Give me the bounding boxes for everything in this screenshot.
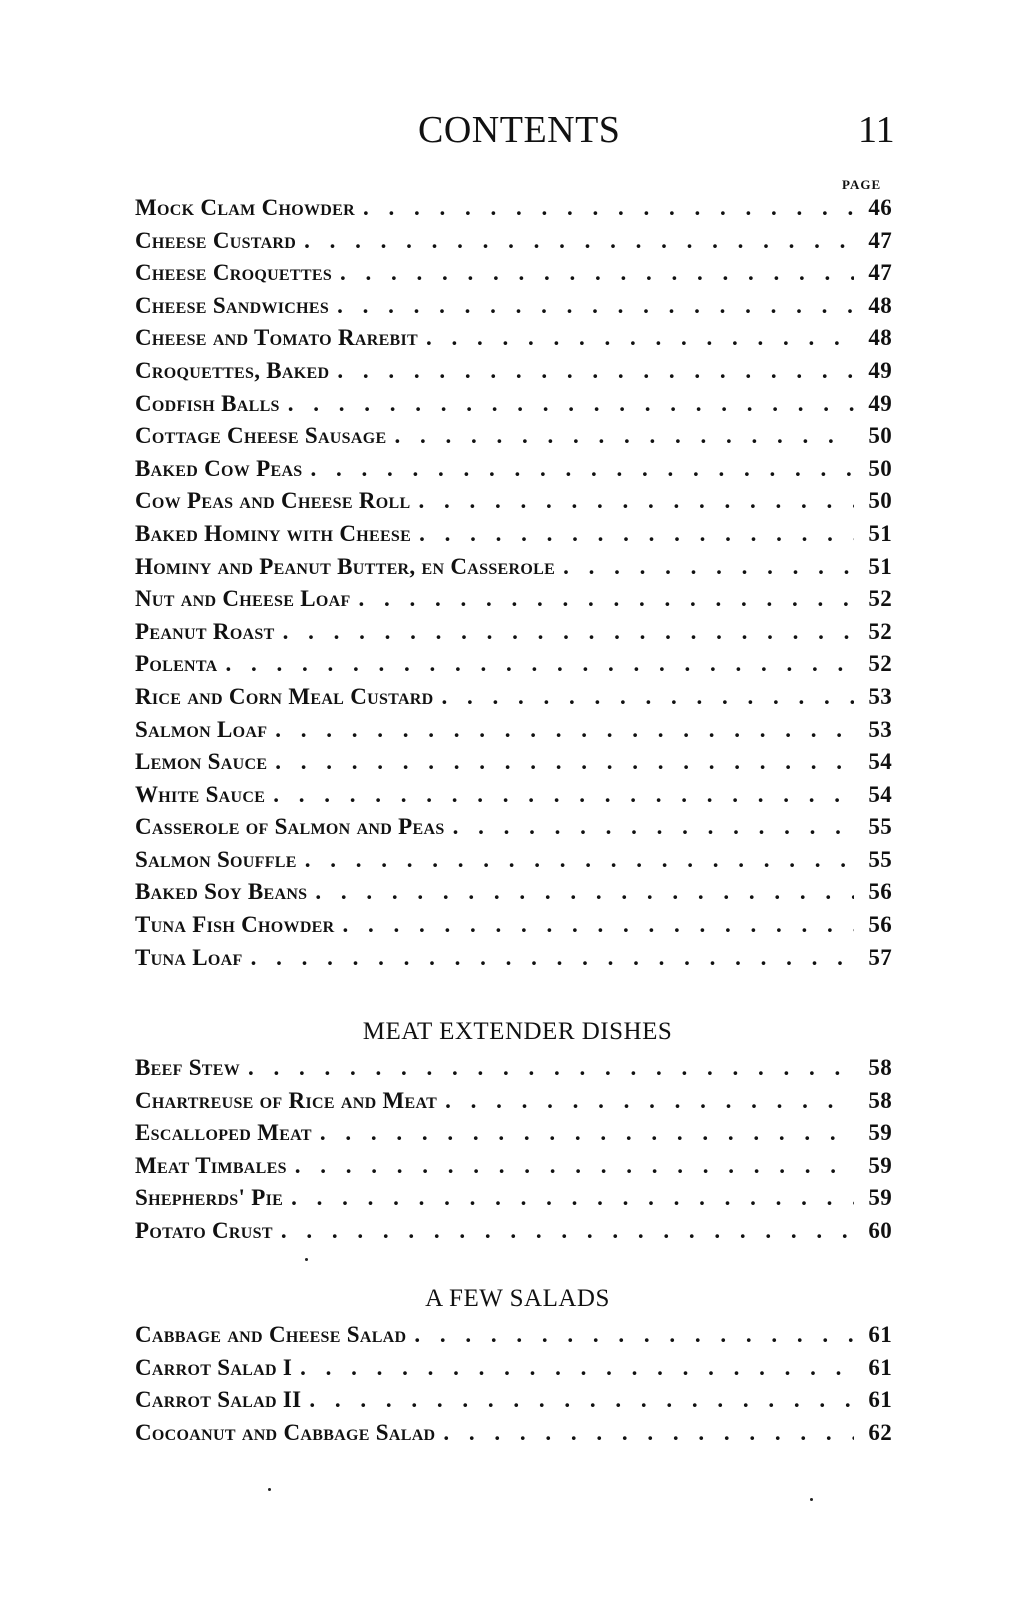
toc-entry	[135, 1218, 892, 1251]
toc-entry-page: 59	[868, 1152, 892, 1178]
toc-entry	[135, 1355, 892, 1388]
toc-entry-title: Polenta	[135, 651, 218, 677]
dot-leader	[291, 1185, 854, 1211]
page-title: CONTENTS	[418, 109, 621, 151]
toc-entry	[135, 814, 892, 847]
toc-entry-title: Nut and Cheese Loaf	[135, 586, 351, 612]
toc-entry-title: Croquettes, Baked	[135, 357, 330, 383]
toc-entry	[135, 945, 892, 978]
section-heading-meat-extender: MEAT EXTENDER DISHES	[362, 1018, 673, 1045]
dot-leader	[363, 195, 854, 221]
toc-entry	[135, 1120, 892, 1153]
toc-entry-page: 61	[868, 1354, 892, 1380]
toc-entry-page: 58	[868, 1087, 892, 1113]
toc-entry-title: Meat Timbales	[135, 1152, 287, 1178]
toc-entry-page: 61	[868, 1387, 892, 1413]
toc-entry	[135, 717, 892, 750]
toc-entry-title: Baked Cow Peas	[135, 455, 303, 481]
dot-leader	[394, 423, 854, 449]
dot-leader	[419, 521, 854, 547]
toc-entry-title: Salmon Souffle	[135, 846, 297, 872]
toc-entry	[135, 912, 892, 945]
toc-entry-page: 51	[868, 520, 892, 546]
toc-entry-title: Mock Clam Chowder	[135, 195, 355, 220]
dot-leader	[304, 228, 854, 254]
toc-entry	[135, 260, 892, 293]
toc-entry-title: Carrot Salad I	[135, 1354, 293, 1380]
page-number: 11	[858, 109, 895, 151]
toc-entry-page: 62	[868, 1419, 892, 1445]
dot-leader	[305, 847, 854, 873]
toc-entry-page: 52	[868, 618, 892, 644]
dot-leader	[281, 1218, 854, 1244]
toc-entry-title: Hominy and Peanut Butter, en Casserole	[135, 553, 556, 579]
toc-entry-title: Escalloped Meat	[135, 1120, 312, 1146]
dot-leader	[300, 1355, 854, 1381]
toc-entry	[135, 195, 892, 228]
dot-leader	[340, 260, 854, 286]
toc-entry-title: Cheese and Tomato Rarebit	[135, 325, 419, 351]
toc-entry-title: Cheese Sandwiches	[135, 292, 330, 318]
toc-list-salads	[135, 1322, 892, 1452]
toc-entry	[135, 228, 892, 261]
toc-list-main	[135, 195, 892, 977]
toc-entry-title: Lemon Sauce	[135, 749, 268, 775]
toc-entry-title: Baked Soy Beans	[135, 879, 308, 905]
toc-entry-title: Cheese Croquettes	[135, 260, 333, 286]
paper-speck	[305, 1258, 308, 1261]
toc-entry-page: 54	[868, 749, 892, 775]
dot-leader	[320, 1120, 854, 1146]
dot-leader	[248, 1055, 854, 1081]
toc-entry	[135, 749, 892, 782]
toc-entry-title: Cow Peas and Cheese Roll	[135, 488, 411, 514]
toc-entry-page: 55	[868, 814, 892, 840]
toc-entry-page: 56	[868, 912, 892, 938]
toc-entry-page: 47	[868, 227, 892, 253]
dot-leader	[414, 1322, 854, 1348]
toc-entry-title: Salmon Loaf	[135, 716, 268, 742]
toc-entry-title: Rice and Corn Meal Custard	[135, 683, 434, 709]
toc-entry-title: Cabbage and Cheese Salad	[135, 1322, 407, 1347]
toc-entry-page: 49	[868, 357, 892, 383]
dot-leader	[283, 619, 854, 645]
toc-entry-page: 50	[868, 423, 892, 449]
toc-entry	[135, 1055, 892, 1088]
toc-entry	[135, 684, 892, 717]
toc-entry-page: 52	[868, 586, 892, 612]
toc-entry	[135, 391, 892, 424]
dot-leader	[337, 293, 854, 319]
toc-entry-page: 55	[868, 846, 892, 872]
toc-entry-page: 53	[868, 683, 892, 709]
toc-entry	[135, 325, 892, 358]
toc-entry	[135, 1088, 892, 1121]
toc-entry	[135, 1387, 892, 1420]
toc-entry-page: 58	[868, 1055, 892, 1080]
toc-entry-page: 48	[868, 325, 892, 351]
toc-entry-title: Beef Stew	[135, 1055, 241, 1080]
dot-leader	[251, 945, 854, 971]
toc-entry	[135, 423, 892, 456]
dot-leader	[337, 358, 854, 384]
toc-entry-title: Chartreuse of Rice and Meat	[135, 1087, 438, 1113]
toc-list-meat-extender	[135, 1055, 892, 1251]
dot-leader	[315, 879, 854, 905]
dot-leader	[309, 1387, 854, 1413]
paper-speck	[268, 1488, 271, 1491]
toc-entry	[135, 554, 892, 587]
paper-speck	[810, 1498, 813, 1501]
toc-entry	[135, 619, 892, 652]
toc-entry	[135, 293, 892, 326]
toc-entry-page: 59	[868, 1185, 892, 1211]
toc-entry-page: 51	[868, 553, 892, 579]
toc-entry	[135, 1420, 892, 1453]
page-header	[0, 108, 1035, 158]
dot-leader	[445, 1088, 854, 1114]
toc-entry-page: 59	[868, 1120, 892, 1146]
toc-entry-page: 60	[868, 1217, 892, 1243]
dot-leader	[275, 749, 854, 775]
toc-entry	[135, 586, 892, 619]
dot-leader	[311, 456, 855, 482]
toc-entry-title: Casserole of Salmon and Peas	[135, 814, 445, 840]
toc-entry-page: 61	[868, 1322, 892, 1347]
toc-entry	[135, 456, 892, 489]
toc-entry-title: Cottage Cheese Sausage	[135, 423, 387, 449]
toc-entry-title: Potato Crust	[135, 1217, 273, 1243]
toc-entry	[135, 358, 892, 391]
toc-entry	[135, 651, 892, 684]
dot-leader	[226, 651, 854, 677]
toc-entry-title: Tuna Loaf	[135, 944, 243, 970]
dot-leader	[275, 717, 854, 743]
dot-leader	[418, 488, 854, 514]
toc-entry	[135, 879, 892, 912]
dot-leader	[273, 782, 854, 808]
dot-leader	[343, 912, 854, 938]
toc-entry-page: 49	[868, 390, 892, 416]
toc-entry	[135, 847, 892, 880]
dot-leader	[426, 325, 854, 351]
toc-entry-title: Codfish Balls	[135, 390, 280, 416]
dot-leader	[359, 586, 854, 612]
toc-entry-page: 46	[868, 195, 892, 220]
toc-entry	[135, 1322, 892, 1355]
dot-leader	[443, 1420, 854, 1446]
dot-leader	[442, 684, 854, 710]
dot-leader	[453, 814, 854, 840]
toc-entry-title: Cheese Custard	[135, 227, 297, 253]
toc-entry-title: Peanut Roast	[135, 618, 275, 644]
toc-entry-page: 52	[868, 651, 892, 677]
toc-entry	[135, 488, 892, 521]
page-column-label: PAGE	[842, 177, 882, 192]
toc-entry-page: 48	[868, 292, 892, 318]
toc-entry-title: Carrot Salad II	[135, 1387, 302, 1413]
toc-entry-title: Baked Hominy with Cheese	[135, 520, 412, 546]
section-heading-salads: A FEW SALADS	[425, 1285, 610, 1312]
toc-entry-page: 56	[868, 879, 892, 905]
toc-entry-title: Tuna Fish Chowder	[135, 912, 335, 938]
toc-entry-page: 57	[868, 944, 892, 970]
toc-entry	[135, 782, 892, 815]
toc-entry-page: 50	[868, 455, 892, 481]
dot-leader	[563, 554, 854, 580]
toc-entry-title: Cocoanut and Cabbage Salad	[135, 1419, 436, 1445]
toc-entry-title: Shepherds' Pie	[135, 1185, 284, 1211]
toc-entry-page: 53	[868, 716, 892, 742]
dot-leader	[288, 391, 854, 417]
toc-entry	[135, 1185, 892, 1218]
toc-entry-title: White Sauce	[135, 781, 266, 807]
toc-entry-page: 47	[868, 260, 892, 286]
toc-entry	[135, 1153, 892, 1186]
toc-entry	[135, 521, 892, 554]
toc-entry-page: 50	[868, 488, 892, 514]
toc-entry-page: 54	[868, 781, 892, 807]
dot-leader	[295, 1153, 854, 1179]
